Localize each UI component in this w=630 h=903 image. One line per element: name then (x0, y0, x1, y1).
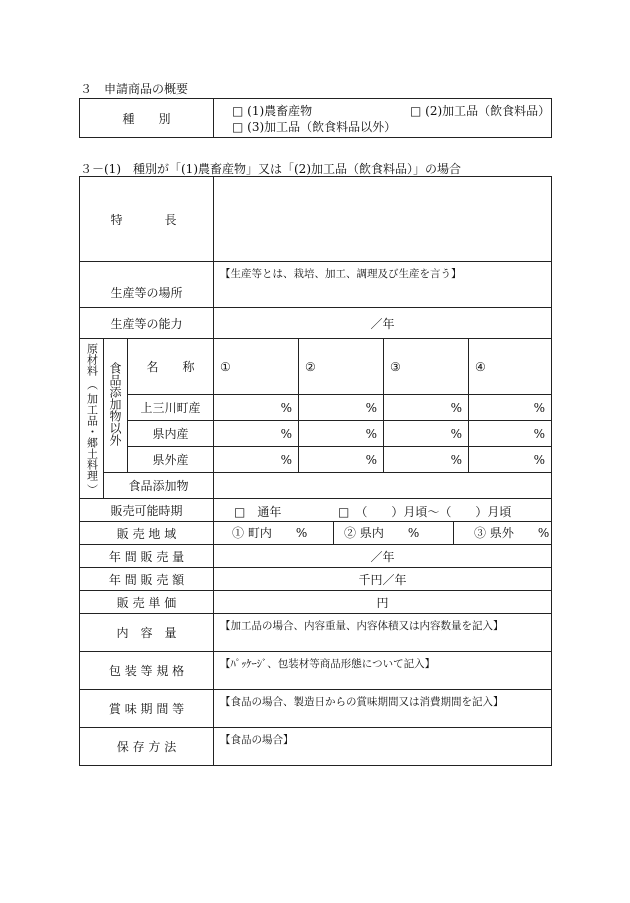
production-capacity-label: 生産等の能力 (80, 308, 214, 339)
sales-period-label: 販売可能時期 (80, 499, 214, 522)
pct-field[interactable]: % (299, 395, 384, 421)
pct-field[interactable]: % (384, 421, 469, 447)
section31-heading: ３－(1) 種別が「(1)農畜産物」又は「(2)加工品（飲食料品）」の場合 (80, 162, 461, 176)
content-amount-note[interactable]: 【加工品の場合、内容重量、内容体積又は内容数量を記入】 (214, 614, 552, 652)
ingredient-4-name[interactable]: ④ (469, 339, 552, 395)
pct-field[interactable]: % (384, 447, 469, 473)
annual-sales-label: 年 間 販 売 額 (80, 568, 214, 591)
sales-area-outside[interactable]: ③ 県外 % (474, 526, 550, 540)
unit-price-field[interactable]: 円 (214, 591, 552, 614)
production-place-note[interactable]: 【生産等とは、栽培、加工、調理及び生産を言う】 (214, 262, 552, 308)
features-field[interactable] (214, 177, 552, 262)
section3-heading: ３ 申請商品の概要 (80, 82, 189, 96)
type-label: 種 別 (80, 99, 214, 138)
non-additive-label: 食品添加物以外 (104, 339, 128, 473)
production-place-label: 生産等の場所 (80, 262, 214, 308)
origin-outside-label: 県外産 (128, 447, 214, 473)
annual-volume-label: 年 間 販 売 量 (80, 545, 214, 568)
product-detail-table (79, 176, 552, 766)
content-amount-label: 内 容 量 (80, 614, 214, 652)
ingredient-1-name[interactable]: ① (214, 339, 299, 395)
pct-field[interactable]: % (214, 447, 299, 473)
sales-area-label: 販 売 地 域 (80, 522, 214, 545)
pct-field[interactable]: % (469, 395, 552, 421)
raw-materials-label: 原材料 （ 加工品・郷土料理 ） (80, 339, 104, 499)
production-capacity-field[interactable]: ／年 (214, 308, 552, 339)
option-processed-nonfood[interactable]: □ (3)加工品（飲食料品以外） (232, 120, 397, 134)
name-header: 名 称 (128, 339, 214, 395)
pct-field[interactable]: % (299, 447, 384, 473)
pct-field[interactable]: % (384, 395, 469, 421)
pct-field[interactable]: % (214, 395, 299, 421)
origin-kaminokawa-label: 上三川町産 (128, 395, 214, 421)
food-additive-label: 食品添加物 (104, 473, 214, 499)
origin-prefecture-label: 県内産 (128, 421, 214, 447)
packaging-label: 包 装 等 規 格 (80, 652, 214, 690)
sales-area-field (214, 522, 552, 545)
pct-field[interactable]: % (469, 447, 552, 473)
option-agricultural[interactable]: □ (1)農畜産物 (232, 104, 313, 118)
sales-area-town[interactable]: ① 町内 % (214, 522, 334, 544)
storage-label: 保 存 方 法 (80, 728, 214, 766)
pct-field[interactable]: % (214, 421, 299, 447)
type-options (214, 99, 552, 138)
storage-note[interactable]: 【食品の場合】 (214, 728, 552, 766)
product-type-table (79, 98, 552, 138)
sales-period-yearround[interactable]: □ 通年 (234, 505, 282, 519)
pct-field[interactable]: % (469, 421, 552, 447)
pct-field[interactable]: % (299, 421, 384, 447)
shelf-life-label: 賞 味 期 間 等 (80, 690, 214, 728)
ingredient-2-name[interactable]: ② (299, 339, 384, 395)
sales-area-prefecture[interactable]: ② 県内 % (334, 522, 454, 544)
annual-sales-field[interactable]: 千円／年 (214, 568, 552, 591)
option-processed-food[interactable]: □ (2)加工品（飲食料品） (410, 104, 551, 118)
shelf-life-note[interactable]: 【食品の場合、製造日からの賞味期間又は消費期間を記入】 (214, 690, 552, 728)
sales-period-months[interactable]: □ （ ）月頃～（ ）月頃 (338, 505, 512, 519)
features-label: 特 長 (80, 177, 214, 262)
ingredient-3-name[interactable]: ③ (384, 339, 469, 395)
packaging-note[interactable]: 【ﾊﾟｯｹｰｼﾞ、包装材等商品形態について記入】 (214, 652, 552, 690)
annual-volume-field[interactable]: ／年 (214, 545, 552, 568)
unit-price-label: 販 売 単 価 (80, 591, 214, 614)
sales-period-field (214, 499, 552, 522)
food-additive-field[interactable] (214, 473, 552, 499)
